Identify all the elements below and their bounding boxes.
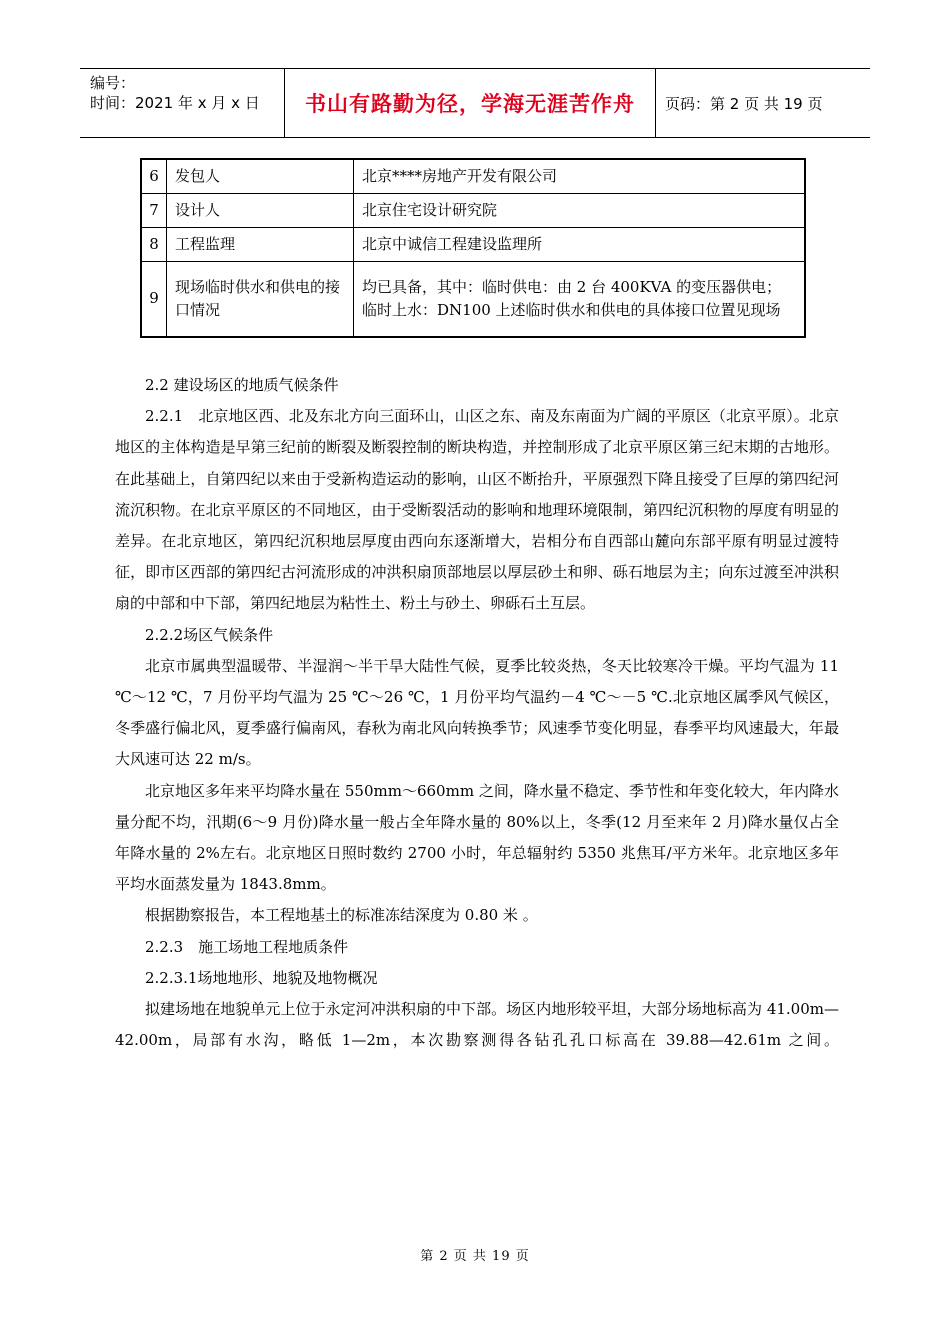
table-row <box>141 261 805 337</box>
row-name: 发包人 <box>167 159 354 193</box>
row-name: 工程监理 <box>167 227 354 261</box>
document-body <box>115 370 839 1056</box>
paragraph-precipitation: 北京地区多年来平均降水量在 550mm～660mm 之间，降水量不稳定、季节性和年变化较大，年内降水量分配不均，汛期(6～9 月份)降水量一般占全年降水量的 80%以上，冬季(12 月至来年 2 月)降水量仅占全年降水量的 2%左右。北京地区日照时数约 2700 小时，年总辐射约 5350 兆焦耳/平方米年。北京地区多年平均水面蒸发量为 1843.8mm。 <box>115 781 839 894</box>
row-name: 现场临时供水和供电的接口情况 <box>167 261 354 337</box>
paragraph-frost-depth: 根据勘察报告，本工程地基土的标准冻结深度为 0.80 米 。 <box>145 906 538 925</box>
section-heading-2-2-2: 2.2.2场区气候条件 <box>145 625 274 644</box>
row-value: 北京住宅设计研究院 <box>354 193 806 227</box>
header-info <box>80 69 284 137</box>
header-motto: 书山有路勤为径，学海无涯苦作舟 <box>284 69 656 137</box>
table-row <box>141 227 805 261</box>
row-number: 9 <box>141 261 167 337</box>
row-number: 7 <box>141 193 167 227</box>
section-heading-2-2-3-1: 2.2.3.1场地地形、地貌及地物概况 <box>145 968 378 987</box>
paragraph-climate: 北京市属典型温暖带、半湿润～半干旱大陆性气候，夏季比较炎热，冬天比较寒冷干燥。平均气温为 11 ℃～12 ℃，7 月份平均气温为 25 ℃～26 ℃，1 月份平均气温约－4 ℃～－5 ℃.北京地区属季风气候区，冬季盛行偏北风，夏季盛行偏南风，春秋为南北风向转换季节；风速季节变化明显，春季平均风速最大，年最大风速可达 22 m/s。 <box>115 656 839 769</box>
section-heading-2-2: 2.2 建设场区的地质气候条件 <box>145 376 339 394</box>
paragraph-terrain: 拟建场地在地貌单元上位于永定河冲洪积扇的中下部。场区内地形较平坦，大部分场地标高为 41.00m—42.00m，局部有水沟，略低 1—2m，本次勘察测得各钻孔孔口标高在 39.88—42.61m 之间。 <box>115 1000 839 1050</box>
row-number: 6 <box>141 159 167 193</box>
table-row <box>141 193 805 227</box>
row-number: 8 <box>141 227 167 261</box>
row-value: 北京中诚信工程建设监理所 <box>354 227 806 261</box>
doc-number: 编号： <box>90 74 136 92</box>
header-page-code: 页码：第 2 页 共 19 页 <box>665 94 823 113</box>
page-footer: 第 2 页 共 19 页 <box>420 1249 530 1264</box>
page-header <box>80 68 870 138</box>
project-info-table <box>140 158 806 338</box>
row-name: 设计人 <box>167 193 354 227</box>
row-value: 北京****房地产开发有限公司 <box>354 159 806 193</box>
paragraph-geology: 2.2.1 北京地区西、北及东北方向三面环山，山区之东、南及东南面为广阔的平原区（北京平原）。北京地区的主体构造是早第三纪前的断裂及断裂控制的断块构造，并控制形成了北京平原区第三纪末期的古地形。在此基础上，自第四纪以来由于受新构造运动的影响，山区不断抬升，平原强烈下降且接受了巨厚的第四纪河流沉积物。在北京平原区的不同地区，由于受断裂活动的影响和地理环境限制，第四纪沉积物的厚度有明显的差异。在北京地区，第四纪沉积地层厚度由西向东逐渐增大，岩相分布自西部山麓向东部平原有明显过渡特征，即市区西部的第四纪古河流形成的冲洪积扇顶部地层以厚层砂土和卵、砾石地层为主；向东过渡至冲洪积扇的中部和中下部，第四纪地层为粘性土、粉土与砂土、卵砾石土互层。 <box>115 407 839 613</box>
row-value: 均已具备，其中：临时供电：由 2 台 400KVA 的变压器供电；临时上水：DN100 上述临时供水和供电的具体接口位置见现场 <box>354 261 806 337</box>
table-row <box>141 159 805 193</box>
section-heading-2-2-3: 2.2.3 施工场地工程地质条件 <box>145 937 349 956</box>
doc-date: 时间：2021 年 x 月 x 日 <box>90 94 260 112</box>
